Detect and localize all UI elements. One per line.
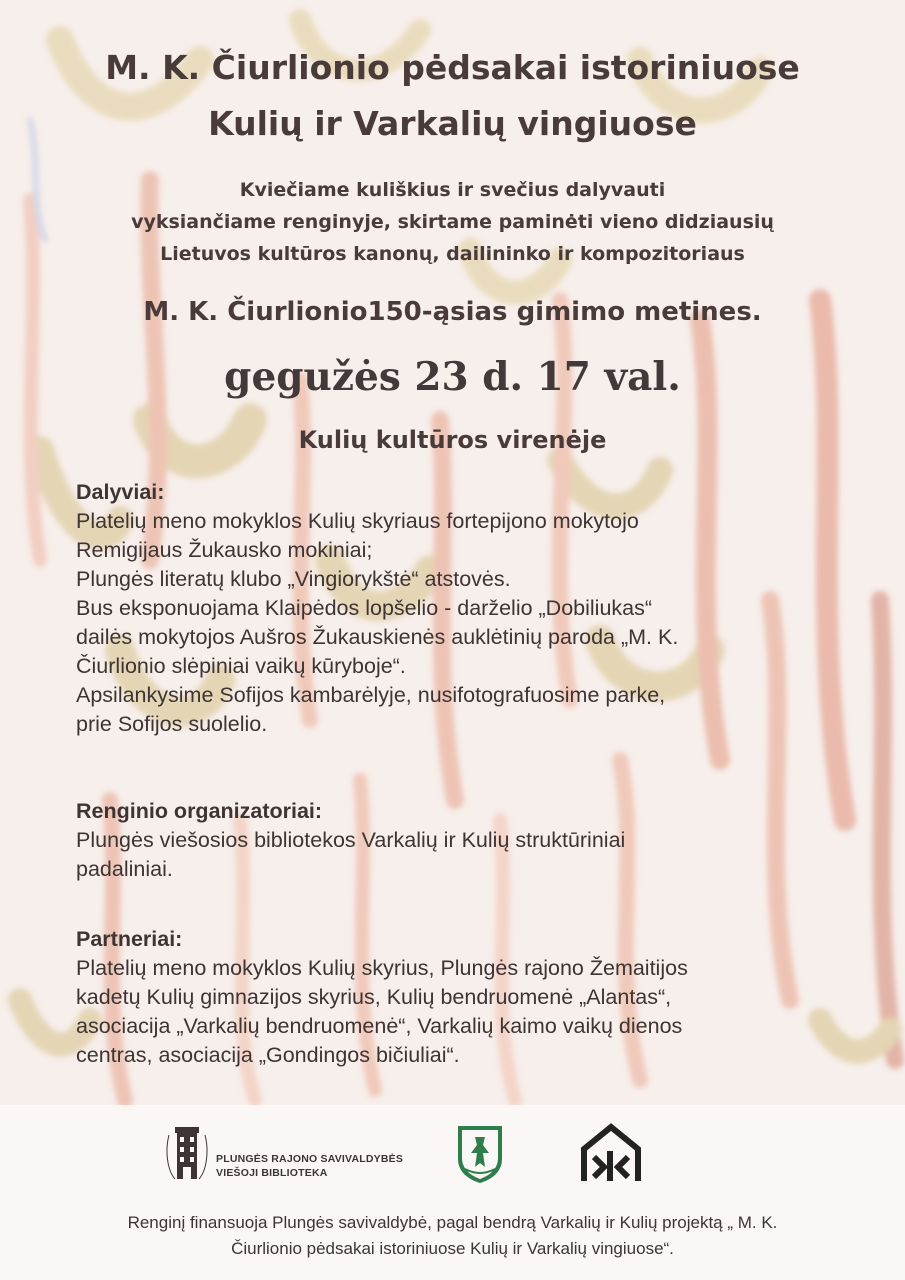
library-name-line: VIEŠOJI BIBLIOTEKA: [216, 1167, 328, 1179]
event-datetime: gegužės 23 d. 17 val.: [224, 354, 681, 400]
community-house-logo-icon: [580, 1123, 642, 1185]
partners-line: Platelių meno mokyklos Kulių skyrius, Plungės rajono Žemaitijos: [76, 956, 688, 980]
event-venue: Kulių kultūros virenėje: [298, 426, 607, 454]
participants-line: dailės mokytojos Aušros Žukauskienės auklėtinių paroda „M. K.: [76, 625, 679, 649]
partners-line: centras, asociacija „Gondingos bičiuliai“.: [76, 1043, 460, 1067]
library-name-line: PLUNGĖS RAJONO SAVIVALDYBĖS: [216, 1153, 404, 1165]
funding-line: Renginį finansuoja Plungės savivaldybė, pagal bendrą Varkalių ir Kulių projektą „ M. K.: [127, 1213, 778, 1232]
funding-note: [0, 1210, 905, 1262]
partners-line: kadetų Kulių gimnazijos skyrius, Kulių bendruomenė „Alantas“,: [76, 985, 672, 1009]
participants-line: prie Sofijos suolelio.: [76, 712, 268, 736]
participants-line: Remigijaus Žukausko mokiniai;: [76, 538, 373, 562]
organizers-heading: Renginio organizatoriai:: [76, 799, 323, 823]
event-title-line-2: Kulių ir Varkalių vingiuose: [208, 104, 697, 143]
partners-section: [76, 925, 876, 1070]
partners-line: asociacija „Varkalių bendruomenė“, Varkalių kaimo vaikų dienos: [76, 1014, 683, 1038]
organizers-section: [76, 797, 876, 884]
participants-section: [76, 478, 876, 739]
participants-line: Platelių meno mokyklos Kulių skyriaus fortepijono mokytojo: [76, 509, 639, 533]
participants-line: Apsilankysime Sofijos kambarėlyje, nusifotografuosime parke,: [76, 683, 666, 707]
library-tower-logo-icon: [163, 1125, 211, 1183]
organizers-line: Plungės viešosios bibliotekos Varkalių ir Kulių struktūriniai: [76, 828, 626, 852]
anniversary-line: M. K. Čiurlionio150-ąsias gimimo metines.: [143, 297, 762, 327]
invitation-line-1: Kviečiame kuliškius ir svečius dalyvauti: [239, 179, 666, 201]
organizers-line: padaliniai.: [76, 857, 173, 881]
invitation-line-3: Lietuvos kultūros kanonų, dailininko ir kompozitoriaus: [160, 243, 745, 265]
event-title-line-1: M. K. Čiurlionio pėdsakai istoriniuose: [105, 48, 800, 87]
invitation-line-2: vyksiančiame renginyje, skirtame paminėti vieno didziausių: [131, 211, 774, 233]
participants-heading: Dalyviai:: [76, 480, 165, 504]
footer: [0, 1105, 905, 1280]
participants-line: Čiurlionio slėpiniai vaikų kūryboje“.: [76, 654, 406, 678]
partners-heading: Partneriai:: [76, 927, 183, 951]
participants-line: Bus eksponuojama Klaipėdos lopšelio - darželio „Dobiliukas“: [76, 596, 653, 620]
participants-line: Plungės literatų klubo „Vingiorykštė“ atstovės.: [76, 567, 511, 591]
library-name: [216, 1152, 403, 1180]
funding-line: Čiurlionio pėdsakai istoriniuose Kulių ir Varkalių vingiuose“.: [231, 1239, 674, 1258]
green-shield-emblem-icon: [455, 1123, 505, 1185]
